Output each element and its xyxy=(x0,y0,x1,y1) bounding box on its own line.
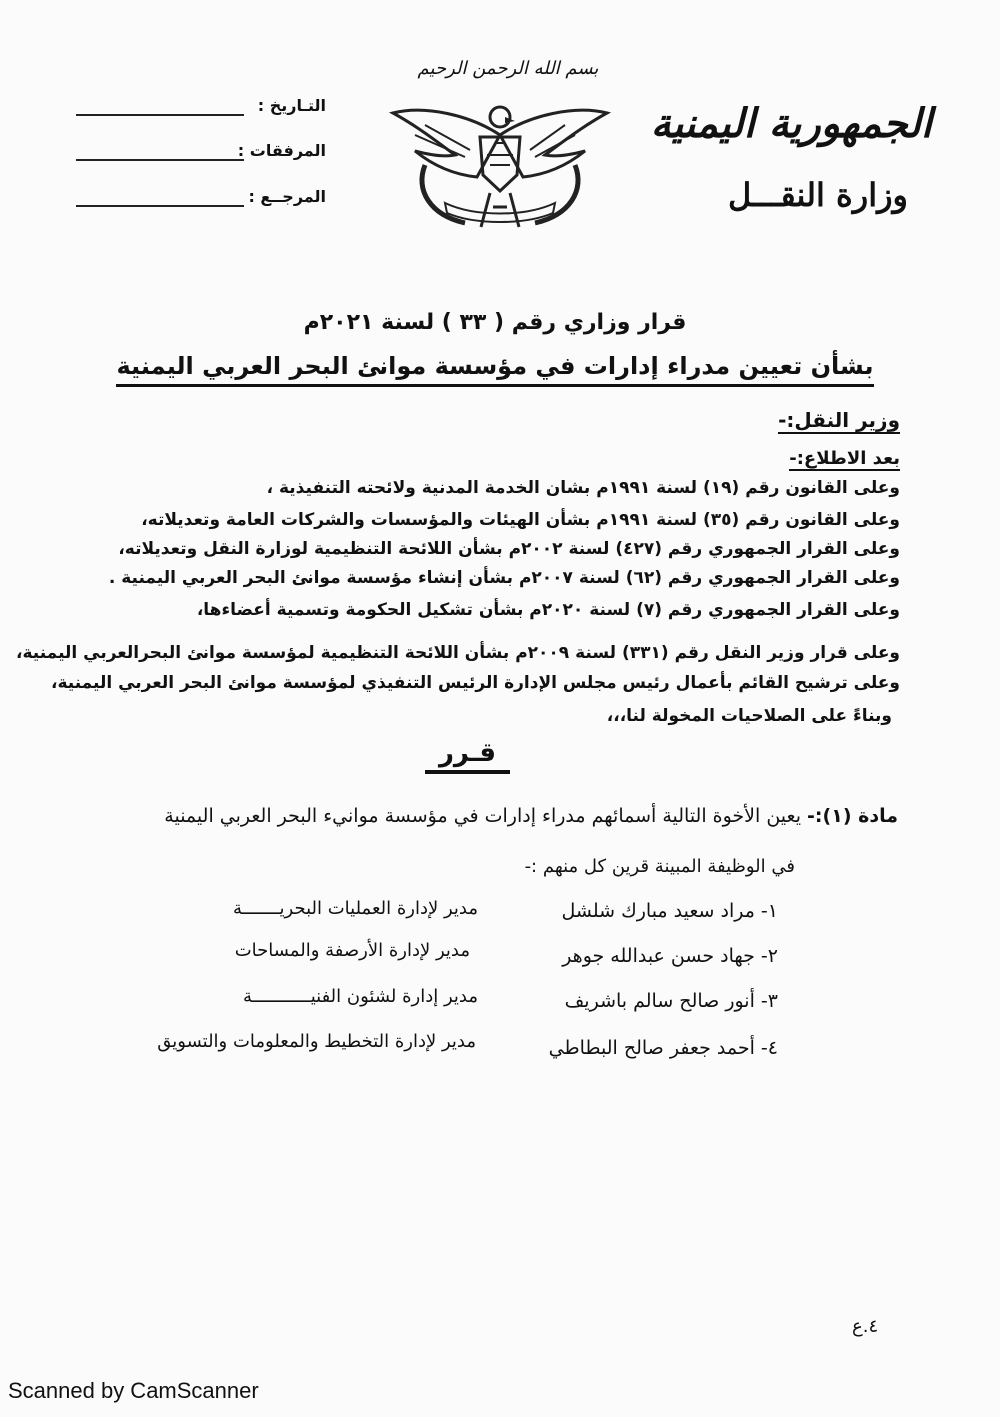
minister-heading-text: وزير النقل:- xyxy=(778,408,900,432)
consideration-1: وعلى القانون رقم (١٩) لسنة ١٩٩١م بشان الخدمة المدنية ولائحته التنفيذية ، xyxy=(266,478,900,498)
article-1-continuation: في الوظيفة المبينة قرين كل منهم :- xyxy=(524,856,795,877)
attachments-label: المرفقات : xyxy=(237,141,326,160)
decision-subject-text: بشأن تعيين مدراء إدارات في مؤسسة موانئ البحر العربي اليمنية xyxy=(116,352,873,387)
appointee-name-2: ٢- جهاد حسن عبدالله جوهر xyxy=(562,945,778,967)
ministry-name: وزارة النقـــل xyxy=(728,176,908,214)
date-line xyxy=(76,114,244,116)
date-label: التـاريخ : xyxy=(257,96,326,115)
decision-number: قرار وزاري رقم ( ٣٣ ) لسنة ٢٠٢١م xyxy=(303,310,687,335)
consideration-8: وبناءً على الصلاحيات المخولة لنا،،، xyxy=(606,706,892,726)
consideration-6: وعلى قرار وزير النقل رقم (٣٣١) لسنة ٢٠٠٩م بشأن اللائحة التنظيمية لمؤسسة موانئ البحرالعربي اليمنية، xyxy=(16,643,900,663)
consideration-2: وعلى القانون رقم (٣٥) لسنة ١٩٩١م بشأن الهيئات والمؤسسات والشركات العامة وتعديلاته، xyxy=(141,510,900,530)
decides-heading-text: قـرر xyxy=(425,738,510,774)
consideration-3: وعلى القرار الجمهوري رقم (٤٢٧) لسنة ٢٠٠٢م بشأن اللائحة التنظيمية لوزارة النقل وتعديلاته، xyxy=(118,539,900,559)
attachments-field xyxy=(76,141,326,173)
appointee-position-4: مدير لإدارة التخطيط والمعلومات والتسويق xyxy=(157,1031,476,1052)
appointee-name-3: ٣- أنور صالح سالم باشريف xyxy=(564,990,778,1012)
review-heading xyxy=(789,448,900,469)
article-1 xyxy=(164,805,898,827)
appointee-name-1: ١- مراد سعيد مبارك شلشل xyxy=(561,900,778,922)
scanner-watermark: Scanned by CamScanner xyxy=(8,1378,259,1403)
appointee-position-3: مدير إدارة لشئون الفنيـــــــــــة xyxy=(243,986,478,1007)
appointee-position-1: مدير لإدارة العمليات البحريـــــــة xyxy=(232,898,478,919)
eagle-emblem-icon xyxy=(385,95,615,235)
reference-label: المرجــع : xyxy=(248,187,326,206)
page-number: ٤.ع xyxy=(852,1316,879,1337)
article-1-text: يعين الأخوة التالية أسمائهم مدراء إدارات في مؤسسة موانيء البحر العربي اليمنية xyxy=(164,805,801,827)
consideration-7: وعلى ترشيح القائم بأعمال رئيس مجلس الإدارة الرئيس التنفيذي لمؤسسة موانئ البحر العربي اليمنية، xyxy=(50,673,900,693)
consideration-5: وعلى القرار الجمهوري رقم (٧) لسنة ٢٠٢٠م بشأن تشكيل الحكومة وتسمية أعضاءها، xyxy=(196,600,900,620)
review-heading-text: بعد الاطلاع:- xyxy=(789,448,900,469)
minister-heading xyxy=(778,408,900,432)
date-field xyxy=(76,96,326,128)
decides-heading xyxy=(0,738,935,774)
article-1-label: مادة (١):- xyxy=(807,805,898,827)
consideration-4: وعلى القرار الجمهوري رقم (٦٢) لسنة ٢٠٠٧م بشأن إنشاء مؤسسة موانئ البحر العربي اليمنية . xyxy=(108,568,900,588)
basmala: بسم الله الرحمن الرحيم xyxy=(417,58,599,79)
reference-line xyxy=(76,205,244,207)
decision-subject xyxy=(0,352,990,380)
reference-field xyxy=(76,187,326,219)
appointee-name-4: ٤- أحمد جعفر صالح البطاطي xyxy=(548,1037,778,1059)
attachments-line xyxy=(76,159,244,161)
country-name: الجمهورية اليمنية xyxy=(650,100,932,147)
appointee-position-2: مدير لإدارة الأرصفة والمساحات xyxy=(234,940,470,961)
